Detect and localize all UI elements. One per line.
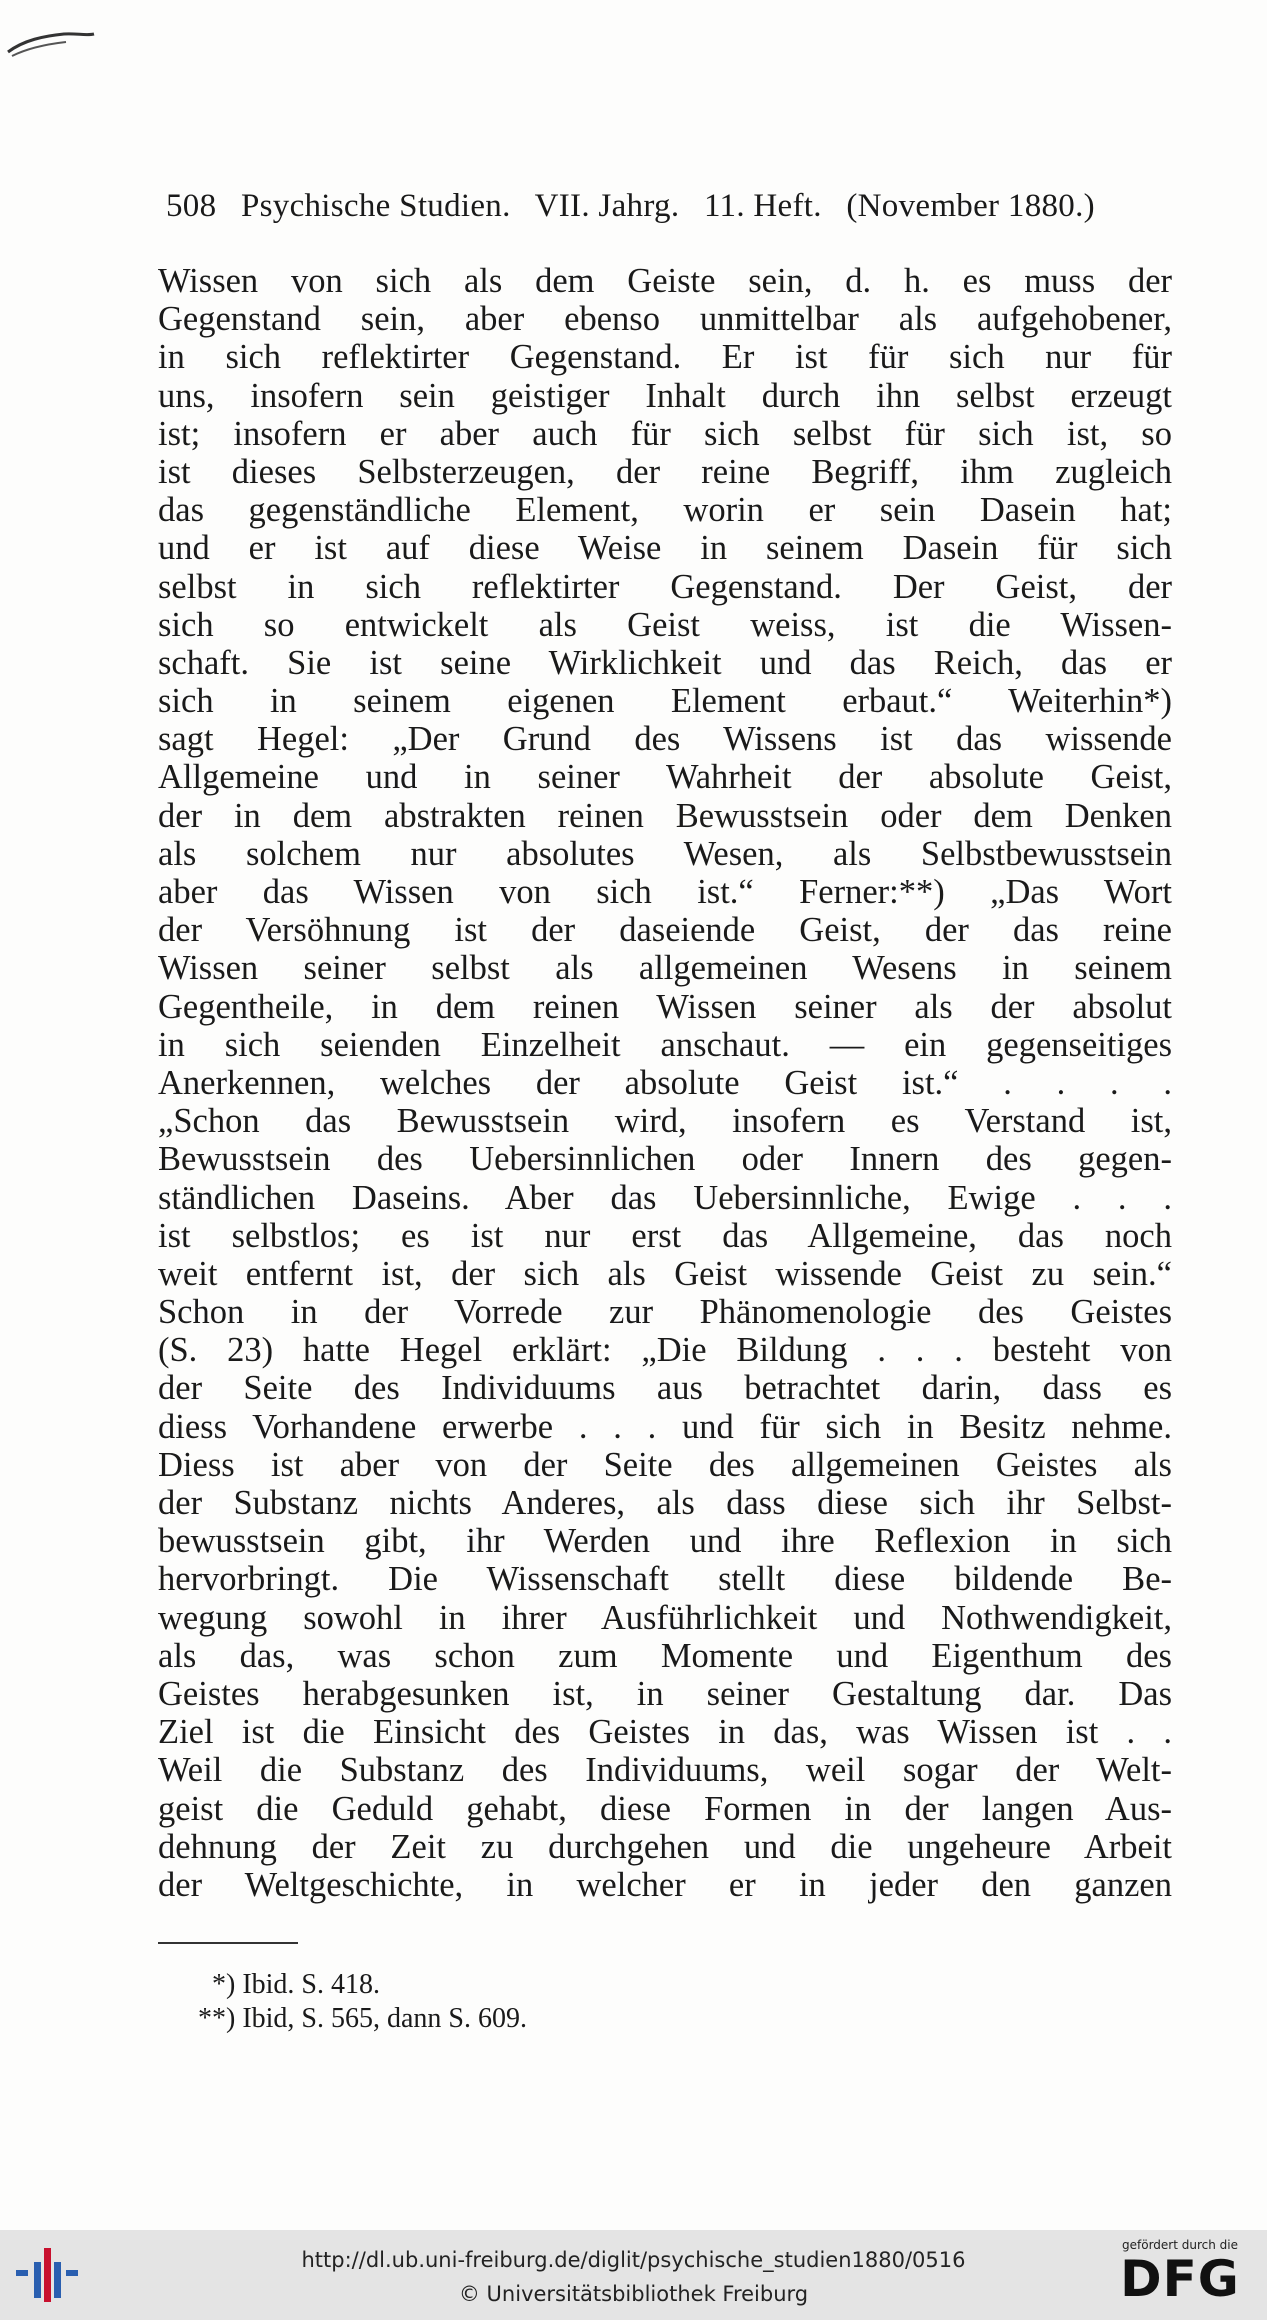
text-line: als das, was schon zum Momente und Eigenthum des — [158, 1636, 1172, 1675]
page-number: 508 — [166, 188, 217, 224]
text-line: hervorbringt. Die Wissenschaft stellt diese bildende Be- — [158, 1560, 1172, 1599]
text-line: „Schon das Bewusstsein wird, insofern es Verstand ist, — [158, 1102, 1172, 1141]
text-line: ist dieses Selbsterzeugen, der reine Begriff, ihm zugleich — [158, 452, 1172, 491]
footnote-divider — [158, 1942, 298, 1944]
text-line: geist die Geduld gehabt, diese Formen in der langen Aus- — [158, 1789, 1172, 1828]
footnote-2: **) Ibid, S. 565, dann S. 609. — [198, 2003, 527, 2034]
text-line: Wissen seiner selbst als allgemeinen Wesens in seinem — [158, 949, 1172, 988]
issue-label: 11. Heft. — [703, 188, 822, 224]
dfg-sponsor-caption: gefördert durch die — [1122, 2238, 1238, 2252]
running-header — [166, 188, 1166, 225]
body-text — [158, 262, 1172, 1904]
text-line: Ziel ist die Einsicht des Geistes in das, was Wissen ist . . — [158, 1713, 1172, 1752]
text-line: Geistes herabgesunken ist, in seiner Gestaltung dar. Das — [158, 1674, 1172, 1713]
text-line: in sich reflektirter Gegenstand. Er ist für sich nur für — [158, 338, 1172, 377]
text-line: ständlichen Daseins. Aber das Uebersinnliche, Ewige . . . — [158, 1178, 1172, 1217]
text-line: der Versöhnung ist der daseiende Geist, der das reine — [158, 911, 1172, 950]
text-line: (S. 23) hatte Hegel erklärt: „Die Bildung . . . besteht von — [158, 1331, 1172, 1370]
text-line: aber das Wissen von sich ist.“ Ferner:**) „Das Wort — [158, 873, 1172, 911]
text-line: Bewusstsein des Uebersinnlichen oder Innern des gegen- — [158, 1140, 1172, 1179]
text-line: sich so entwickelt als Geist weiss, ist die Wissen- — [158, 605, 1172, 644]
text-line: Wissen von sich als dem Geiste sein, d. h. es muss der — [158, 262, 1172, 300]
text-line: sich in seinem eigenen Element erbaut.“ Weiterhin*) — [158, 682, 1172, 721]
text-line: Allgemeine und in seiner Wahrheit der absolute Geist, — [158, 758, 1172, 797]
footnote-1: *) Ibid. S. 418. — [212, 1969, 380, 2000]
text-line: ist; insofern er aber auch für sich selbst für sich ist, so — [158, 414, 1172, 453]
text-line: Anerkennen, welches der absolute Geist ist.“ . . . . — [158, 1063, 1172, 1102]
dfg-logo-text: DFG — [1120, 2250, 1240, 2308]
text-line: dehnung der Zeit zu durchgehen und die ungeheure Arbeit — [158, 1827, 1172, 1866]
text-line: Gegenstand sein, aber ebenso unmittelbar als aufgehobener, — [158, 300, 1172, 339]
text-line: schaft. Sie ist seine Wirklichkeit und das Reich, das er — [158, 643, 1172, 682]
text-line: diess Vorhandene erwerbe . . . und für sich in Besitz nehme. — [158, 1407, 1172, 1446]
text-line: Diess ist aber von der Seite des allgemeinen Geistes als — [158, 1445, 1172, 1484]
text-line: Weil die Substanz des Individuums, weil sogar der Welt- — [158, 1751, 1172, 1790]
text-line: uns, insofern sein geistiger Inhalt durch ihn selbst erzeugt — [158, 376, 1172, 415]
library-stamp-mark — [4, 22, 96, 62]
text-line: selbst in sich reflektirter Gegenstand. Der Geist, der — [158, 567, 1172, 606]
text-line: ist selbstlos; es ist nur erst das Allgemeine, das noch — [158, 1216, 1172, 1255]
text-line: Schon in der Vorrede zur Phänomenologie des Geistes — [158, 1293, 1172, 1332]
text-line: der in dem abstrakten reinen Bewusstsein oder dem Denken — [158, 796, 1172, 835]
journal-title: Psychische Studien. — [240, 188, 511, 224]
text-line: als solchem nur absolutes Wesen, als Selbstbewusstsein — [158, 834, 1172, 873]
text-line: das gegenständliche Element, worin er sein Dasein hat; — [158, 491, 1172, 530]
text-line: weit entfernt ist, der sich als Geist wissende Geist zu sein.“ — [158, 1254, 1172, 1293]
dfg-logo[interactable] — [1115, 2238, 1245, 2306]
text-line: wegung sowohl in ihrer Ausführlichkeit und Nothwendigkeit, — [158, 1598, 1172, 1637]
text-line: in sich seienden Einzelheit anschaut. — ein gegenseitiges — [158, 1025, 1172, 1064]
viewer-footer-bar — [0, 2230, 1267, 2320]
text-line: der Weltgeschichte, in welcher er in jeder den ganzen — [158, 1865, 1172, 1904]
text-line: und er ist auf diese Weise in seinem Dasein für sich — [158, 529, 1172, 568]
copyright-notice: © Universitätsbibliothek Freiburg — [458, 2282, 809, 2306]
text-line: der Substanz nichts Anderes, als dass diese sich ihr Selbst- — [158, 1484, 1172, 1522]
volume-label: VII. Jahrg. — [534, 188, 680, 224]
text-line: Gegentheile, in dem reinen Wissen seiner als der absolut — [158, 987, 1172, 1026]
text-line: der Seite des Individuums aus betrachtet darin, dass es — [158, 1369, 1172, 1408]
footnotes — [198, 1968, 527, 2036]
issue-date: (November 1880.) — [846, 188, 1095, 224]
text-line: bewusstsein gibt, ihr Werden und ihre Reflexion in sich — [158, 1522, 1172, 1561]
text-line: sagt Hegel: „Der Grund des Wissens ist das wissende — [158, 720, 1172, 759]
permalink-url[interactable]: http://dl.ub.uni-freiburg.de/diglit/psychische_studien1880/0516 — [301, 2248, 966, 2272]
